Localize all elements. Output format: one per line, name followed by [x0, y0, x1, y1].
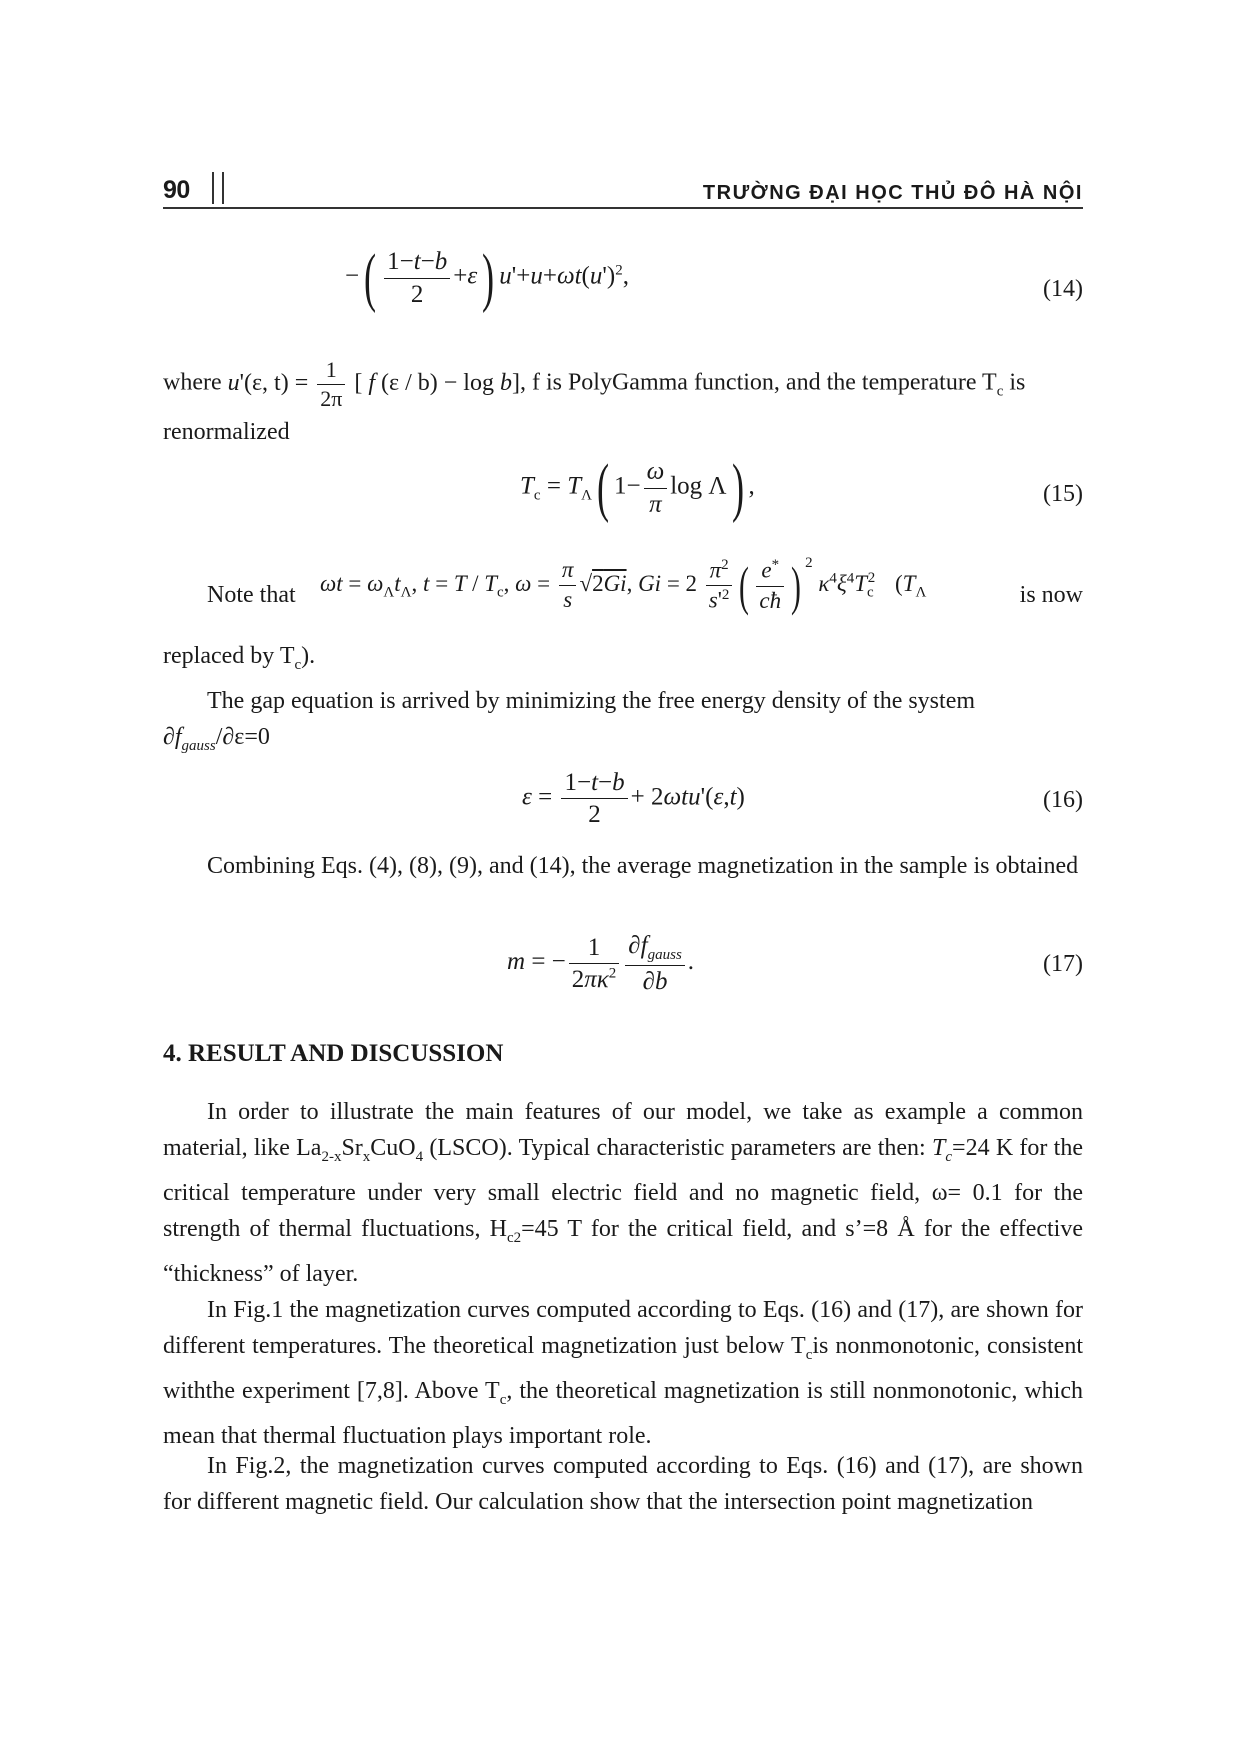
paragraph-1	[163, 1094, 1083, 1292]
journal-title: TRƯỜNG ĐẠI HỌC THỦ ĐÔ HÀ NỘI	[702, 182, 1083, 204]
where-sub: c	[996, 383, 1004, 400]
equation-16: ε = $\frac{1-t-b}{2}$ + 2ωtu'(ε,t)	[522, 769, 745, 829]
replaced-line	[163, 638, 1083, 683]
gap-condition	[163, 719, 1083, 764]
p1-tc-sub: c	[945, 1148, 953, 1165]
equation-17-number: (17)	[1043, 951, 1083, 977]
replaced-text: replaced by T	[163, 643, 295, 669]
p1-sub2: x	[362, 1148, 371, 1165]
where-end: is	[1003, 369, 1026, 396]
gap-cond-sub: gauss	[181, 737, 216, 754]
note-prefix: Note that	[207, 582, 296, 608]
gap-equation-paragraph: The gap equation is arrived by minimizing the free energy density of the system	[207, 688, 976, 714]
where-line	[163, 356, 1083, 412]
replaced-sub: c	[294, 656, 302, 673]
equation-14: −( $\frac{1-t-b}{2}$ +ε) $u'+u+\omega t(u')^2$,	[345, 241, 629, 314]
equation-14-number: (14)	[1043, 276, 1083, 302]
equation-15-number: (15)	[1043, 481, 1083, 507]
p1-tc: T	[932, 1135, 946, 1161]
replaced-end: ).	[301, 643, 316, 669]
page-number: 90	[163, 176, 190, 204]
p1-e: =24 K for the critical temperature under very small electric field and no magnetic field, ω= 0.1 for the strength of thermal fluctuations, H	[163, 1135, 1083, 1242]
gap-cond-text: ∂f	[163, 724, 182, 750]
p2-b: is nonmonotonic, consistent withthe experiment [7,8]. Above T	[163, 1333, 1084, 1404]
p1-a: In order to illustrate the main features of our model, we take as example a common material, like La	[163, 1099, 1083, 1161]
p1-sub1: 2-x	[321, 1148, 342, 1165]
note-tail-text: is now	[1019, 582, 1083, 608]
p2-c: , the theoretical magnetization is still nonmonotonic, which mean that thermal fluctuation plays important role.	[163, 1377, 1084, 1449]
p1-c: CuO	[370, 1135, 416, 1161]
equation-17: m = − $\frac{1}{2\pi\kappa^2}$ $\frac{\partial f_{gauss}}{\partial b}$ .	[507, 932, 695, 995]
p1-hc-sub: c2	[506, 1229, 522, 1246]
note-definitions: $\omega t = \omega_\Lambda t_\Lambda$, $t = T / T_c$, ω = $\frac{\pi}{s}$ $√2\overline{Gi}$, Gi = 2 $\frac{\pi^2}{s'^2}$ ( $\frac{e^*}{cħ}$ ) $^2$ $\kappa^4\xi^4T_c^2$ ($T_\Lambda$	[320, 555, 927, 616]
note-tail	[1000, 577, 1083, 613]
where-prefix: where	[163, 369, 222, 396]
u-prime-definition: u'(ε, t) = $\frac{1}{2\pi}$ [ f (ε / b) − log b]	[227, 357, 520, 411]
p1-d: (LSCO). Typical characteristic parameters are then:	[423, 1135, 932, 1161]
combining-paragraph: Combining Eqs. (4), (8), (9), and (14), the average magnetization in the sample is obtained	[207, 853, 1079, 879]
header-rule	[163, 207, 1083, 209]
p2-sub2: c	[499, 1391, 507, 1408]
equation-16-number: (16)	[1043, 787, 1083, 813]
paragraph-3: In Fig.2, the magnetization curves computed according to Eqs. (16) and (17), are shown for different magnetic field. Our calculation show that the intersection point magnetization	[163, 1453, 1083, 1515]
section-heading: 4. RESULT AND DISCUSSION	[163, 1040, 504, 1067]
p1-sub3: 4	[415, 1148, 424, 1165]
equation-15: $T_c = T_\Lambda$( 1− $\frac{\omega}{\pi}$ log Λ) ,	[520, 451, 755, 524]
p1-b: Sr	[341, 1135, 363, 1161]
paragraph-2	[163, 1292, 1083, 1454]
p2-sub: c	[805, 1346, 813, 1363]
header-divider-bars	[212, 172, 224, 204]
where-suffix: , f is PolyGamma function, and the temperature T	[519, 369, 997, 396]
p1-f: =45 T for the critical field, and s’=8 Å for the effective “thickness” of layer.	[163, 1215, 1083, 1287]
gap-cond-end: /∂ε=0	[215, 724, 270, 750]
p2-a: In Fig.1 the magnetization curves computed according to Eqs. (16) and (17), are shown for different temperatures. The theoretical magnetization just below T	[163, 1297, 1083, 1359]
renormalized-text: renormalized	[163, 419, 290, 445]
